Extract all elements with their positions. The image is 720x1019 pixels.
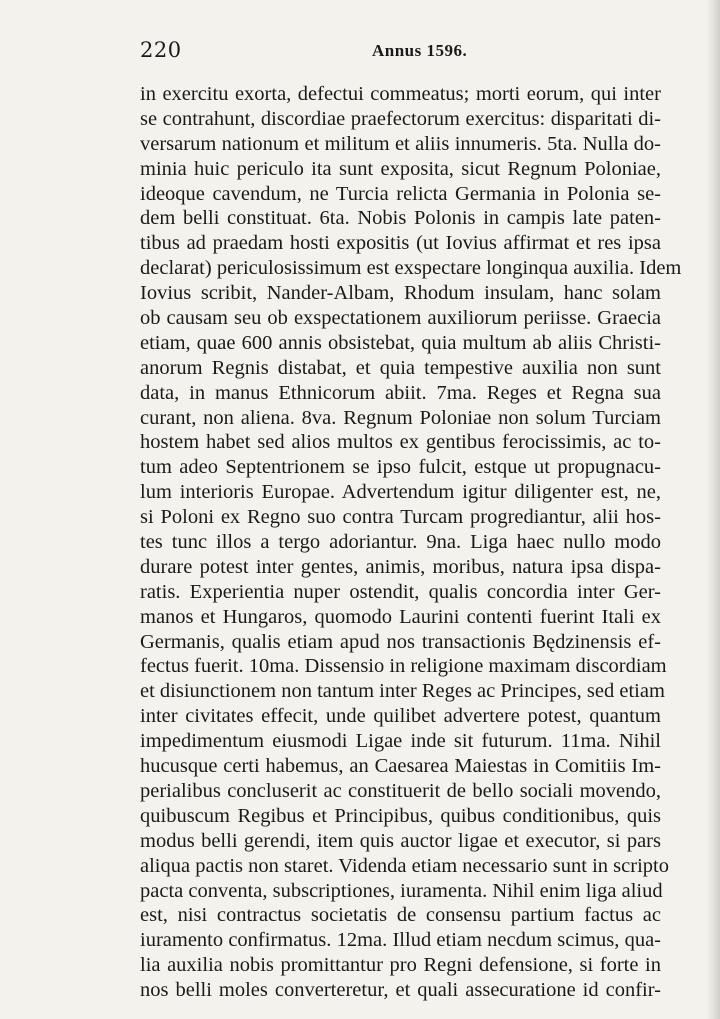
text-line: pacta conventa, subscriptiones, iuramenta. Nihil enim liga aliud xyxy=(140,879,663,902)
text-line: hostem habet sed alios multos ex gentibus ferocissimis, ac to- xyxy=(140,431,661,454)
text-line: ideoque cavendum, ne Turcia relicta Germania in Polonia se- xyxy=(140,182,661,205)
text-line: hucusque certi habemus, an Caesarea Maiestas in Comitiis Im- xyxy=(140,755,661,778)
text-line: est, nisi contractus societatis de consensu partium factus ac xyxy=(140,904,661,927)
text-line: in exercitu exorta, defectui commeatus; morti eorum, qui inter xyxy=(140,83,661,105)
text-line: iuramento confirmatus. 12ma. Illud etiam necdum scimus, qua- xyxy=(140,929,661,952)
text-line: etiam, quae 600 annis obsistebat, quia multum ab aliis Christi- xyxy=(140,331,661,354)
text-line: ob causam seu ob exspectationem auxiliorum periisse. Graecia xyxy=(140,307,661,330)
text-line: quibuscum Regibus et Principibus, quibus conditionibus, quis xyxy=(140,804,661,827)
text-line: aliqua pactis non staret. Videnda etiam necessario sunt in scripto xyxy=(140,854,669,877)
page-number: 220 xyxy=(140,38,182,62)
text-line: dem belli constituat. 6ta. Nobis Polonis in campis late paten- xyxy=(140,207,661,230)
text-line: tes tunc illos a tergo adoriantur. 9na. Liga haec nullo modo xyxy=(140,531,661,554)
text-line: modus belli gerendi, item quis auctor ligae et executor, si pars xyxy=(140,829,661,852)
running-head: Annus 1596. xyxy=(372,41,468,60)
text-line: impedimentum eiusmodi Ligae inde sit futurum. 11ma. Nihil xyxy=(140,730,661,753)
text-line: perialibus concluserit ac constituerit de bello sociali movendo, xyxy=(140,779,661,802)
page-header xyxy=(140,38,660,68)
body-text xyxy=(140,82,682,1003)
text-line: declarat) periculosissimum est exspectare longinqua auxilia. Idem xyxy=(140,257,682,280)
text-line: inter civitates effecit, unde quilibet advertere potest, quantum xyxy=(140,705,661,728)
text-line: Germanis, qualis etiam apud nos transactionis Będzinensis ef- xyxy=(140,630,661,653)
text-line: tum adeo Septentrionem se ipso fulcit, estque ut propugnacu- xyxy=(140,456,661,479)
text-line: et disiunctionem non tantum inter Reges ac Principes, sed etiam xyxy=(140,680,665,703)
text-line: fectus fuerit. 10ma. Dissensio in religione maximam discordiam xyxy=(140,655,667,678)
text-line: si Poloni ex Regno suo contra Turcam progrediantur, alii hos- xyxy=(140,506,661,529)
text-line: durare potest inter gentes, animis, moribus, natura ipsa dispa- xyxy=(140,555,661,578)
text-line: tibus ad praedam hosti expositis (ut Iovius affirmat et res ipsa xyxy=(140,232,661,255)
text-line: lum interioris Europae. Advertendum igitur diligenter est, ne, xyxy=(140,481,661,504)
text-line: Iovius scribit, Nander-Albam, Rhodum insulam, hanc solam xyxy=(140,282,661,305)
page-edge-shadow xyxy=(706,0,720,1019)
text-line: nos belli moles converteretur, et quali assecuratione id confir- xyxy=(140,979,661,1002)
text-line: manos et Hungaros, quomodo Laurini contenti fuerint Itali ex xyxy=(140,605,661,628)
text-line: versarum nationum et militum et aliis innumeris. 5ta. Nulla do- xyxy=(140,132,661,155)
text-line: se contrahunt, discordiae praefectorum exercitus: disparitati di- xyxy=(140,107,661,130)
text-line: data, in manus Ethnicorum abiit. 7ma. Reges et Regna sua xyxy=(140,381,661,404)
text-line: anorum Regnis distabat, et quia tempestive auxilia non sunt xyxy=(140,356,661,379)
text-line: ratis. Experientia nuper ostendit, qualis concordia inter Ger- xyxy=(140,580,661,603)
text-line: minia huic periculo ita sunt exposita, sicut Regnum Poloniae, xyxy=(140,157,661,180)
text-line: curant, non aliena. 8va. Regnum Poloniae non solum Turciam xyxy=(140,406,661,429)
text-line: lia auxilia nobis promittantur pro Regni defensione, si forte in xyxy=(140,954,661,977)
